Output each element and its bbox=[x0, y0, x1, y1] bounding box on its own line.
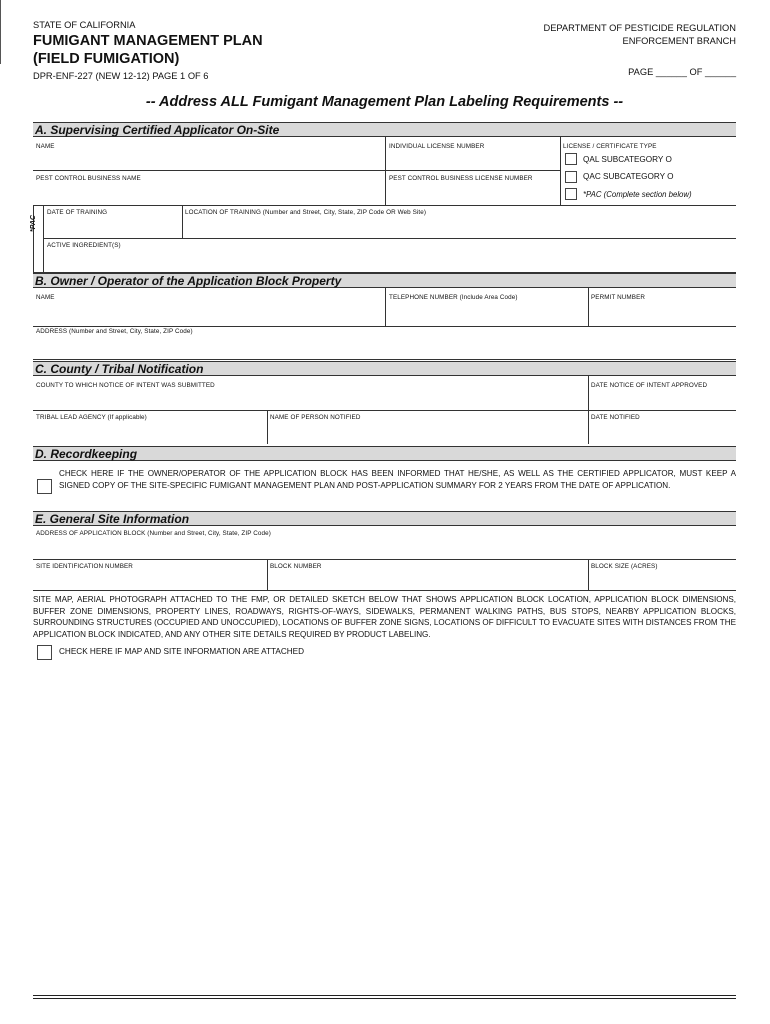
section-a-header: A. Supervising Certified Applicator On-Site bbox=[33, 122, 736, 137]
individual-license-label: INDIVIDUAL LICENSE NUMBER bbox=[389, 143, 485, 150]
owner-name-field[interactable] bbox=[36, 303, 381, 323]
section-d-header: D. Recordkeeping bbox=[33, 446, 736, 461]
individual-license-field[interactable] bbox=[389, 152, 557, 168]
recordkeeping-checkbox[interactable] bbox=[37, 479, 52, 494]
form-title-line2: (FIELD FUMIGATION) bbox=[33, 51, 180, 67]
applicator-name-label: NAME bbox=[36, 143, 55, 150]
date-notified-label: DATE NOTIFIED bbox=[591, 414, 640, 421]
section-c-header: C. County / Tribal Notification bbox=[33, 361, 736, 376]
footer-rule bbox=[33, 995, 736, 996]
location-of-training-field[interactable] bbox=[185, 218, 733, 236]
site-sketch-area[interactable] bbox=[33, 664, 736, 990]
owner-name-label: NAME bbox=[36, 294, 55, 301]
business-license-field[interactable] bbox=[389, 184, 557, 202]
divider bbox=[43, 205, 44, 273]
permit-number-label: PERMIT NUMBER bbox=[591, 294, 646, 301]
telephone-field[interactable] bbox=[389, 303, 585, 323]
applicator-name-field[interactable] bbox=[36, 152, 381, 168]
divider bbox=[43, 238, 736, 239]
divider bbox=[267, 559, 268, 590]
county-label: COUNTY TO WHICH NOTICE OF INTENT WAS SUBMITTED bbox=[36, 382, 215, 389]
form-title-line1: FUMIGANT MANAGEMENT PLAN bbox=[33, 33, 263, 49]
date-approved-field[interactable] bbox=[591, 391, 733, 408]
site-map-instructions: SITE MAP, AERIAL PHOTOGRAPH ATTACHED TO THE FMP, OR DETAILED SKETCH BELOW THAT SHOWS APPLICATION BLOCK LOCATION, APPLICATION BLOCK DIMENSIONS, BUFFER ZONE DIMENSIONS, PROPERTY LINES, ROADWAYS, RIGHTS-OF-WAYS, SIDEWALKS, PERMANENT WALKING PATHS, BUS STOPS, NEARBY APPLICATION BLOCKS, SURROUNDING STRUCTURES (OCCUPIED AND UNOCCUPIED), LOCATIONS OF BUFFER ZONE SIGNS, LOCATIONS OF DIFFICULT TO EVACUATE SITES WITH DISTANCES FROM THE APPLICATION BLOCK INDICATED, AND ANY OTHER SITE DETAILS REQUIRED BY PRODUCT LABELING. bbox=[33, 595, 736, 639]
business-name-field[interactable] bbox=[36, 184, 381, 202]
block-size-field[interactable] bbox=[591, 572, 733, 588]
pac-side-label: *PAC bbox=[30, 215, 37, 232]
block-size-label: BLOCK SIZE (ACRES) bbox=[591, 563, 658, 570]
block-address-label: ADDRESS OF APPLICATION BLOCK (Number and Street, City, State, ZIP Code) bbox=[36, 530, 271, 537]
license-type-label: LICENSE / CERTIFICATE TYPE bbox=[563, 143, 657, 150]
block-address-field[interactable] bbox=[36, 539, 733, 557]
tribal-agency-label: TRIBAL LEAD AGENCY (If applicable) bbox=[36, 414, 147, 421]
divider bbox=[588, 559, 589, 590]
divider bbox=[33, 359, 736, 360]
person-notified-label: NAME OF PERSON NOTIFIED bbox=[270, 414, 361, 421]
owner-address-field[interactable] bbox=[36, 337, 733, 357]
divider bbox=[33, 326, 736, 327]
location-of-training-label: LOCATION OF TRAINING (Number and Street, City, State, ZIP Code OR Web Site) bbox=[185, 209, 427, 216]
date-of-training-field[interactable] bbox=[47, 218, 179, 236]
date-notified-field[interactable] bbox=[591, 423, 733, 441]
active-ingredients-label: ACTIVE INGREDIENT(S) bbox=[47, 242, 121, 249]
divider bbox=[588, 288, 589, 326]
qac-label: QAC SUBCATEGORY O bbox=[583, 172, 674, 181]
business-name-label: PEST CONTROL BUSINESS NAME bbox=[36, 175, 141, 182]
qac-checkbox[interactable] bbox=[565, 171, 577, 183]
pac-label: *PAC (Complete section below) bbox=[583, 190, 692, 199]
qal-label: QAL SUBCATEGORY O bbox=[583, 155, 672, 164]
county-field[interactable] bbox=[36, 391, 584, 408]
telephone-label: TELEPHONE NUMBER (Include Area Code) bbox=[389, 294, 518, 301]
department-line2: ENFORCEMENT BRANCH bbox=[622, 36, 736, 46]
block-number-label: BLOCK NUMBER bbox=[270, 563, 322, 570]
site-id-label: SITE IDENTIFICATION NUMBER bbox=[36, 563, 133, 570]
divider bbox=[182, 205, 183, 238]
form-number: DPR-ENF-227 (NEW 12-12) PAGE 1 OF 6 bbox=[33, 71, 209, 81]
block-number-field[interactable] bbox=[270, 572, 584, 588]
divider bbox=[33, 170, 560, 171]
recordkeeping-text: CHECK HERE IF THE OWNER/OPERATOR OF THE APPLICATION BLOCK HAS BEEN INFORMED THAT HE/SHE, AS WELL AS THE CERTIFIED APPLICATOR, MUST KEEP A SIGNED COPY OF THE SITE-SPECIFIC FUMIGANT MANAGEMENT PLAN AND POST-APPLICATION SUMMARY FOR 2 YEARS FROM THE DATE OF APPLICATION. bbox=[59, 469, 736, 490]
page-edge-mark bbox=[0, 0, 1, 64]
person-notified-field[interactable] bbox=[270, 423, 584, 441]
divider bbox=[33, 410, 736, 411]
department-line1: DEPARTMENT OF PESTICIDE REGULATION bbox=[543, 23, 736, 33]
business-license-label: PEST CONTROL BUSINESS LICENSE NUMBER bbox=[389, 175, 533, 182]
date-of-training-label: DATE OF TRAINING bbox=[47, 209, 108, 216]
section-e-header: E. General Site Information bbox=[33, 511, 736, 526]
footer-rule bbox=[33, 998, 736, 999]
date-approved-label: DATE NOTICE OF INTENT APPROVED bbox=[591, 382, 708, 389]
qal-checkbox[interactable] bbox=[565, 153, 577, 165]
divider bbox=[385, 288, 386, 326]
requirements-banner: -- Address ALL Fumigant Management Plan Labeling Requirements -- bbox=[145, 94, 624, 110]
permit-number-field[interactable] bbox=[591, 303, 733, 323]
divider bbox=[560, 137, 561, 205]
pac-checkbox[interactable] bbox=[565, 188, 577, 200]
map-attached-label: CHECK HERE IF MAP AND SITE INFORMATION ARE ATTACHED bbox=[59, 647, 305, 656]
divider bbox=[267, 410, 268, 444]
page-of-field[interactable]: PAGE ______ OF ______ bbox=[628, 67, 736, 77]
site-id-field[interactable] bbox=[36, 572, 264, 588]
divider bbox=[385, 137, 386, 205]
divider bbox=[33, 205, 736, 206]
state-label: STATE OF CALIFORNIA bbox=[33, 20, 136, 30]
section-b-header: B. Owner / Operator of the Application Block Property bbox=[33, 273, 736, 288]
map-attached-checkbox[interactable] bbox=[37, 645, 52, 660]
owner-address-label: ADDRESS (Number and Street, City, State, ZIP Code) bbox=[36, 328, 193, 335]
divider bbox=[33, 590, 736, 591]
divider bbox=[33, 559, 736, 560]
active-ingredients-field[interactable] bbox=[47, 251, 733, 270]
tribal-agency-field[interactable] bbox=[36, 423, 264, 441]
